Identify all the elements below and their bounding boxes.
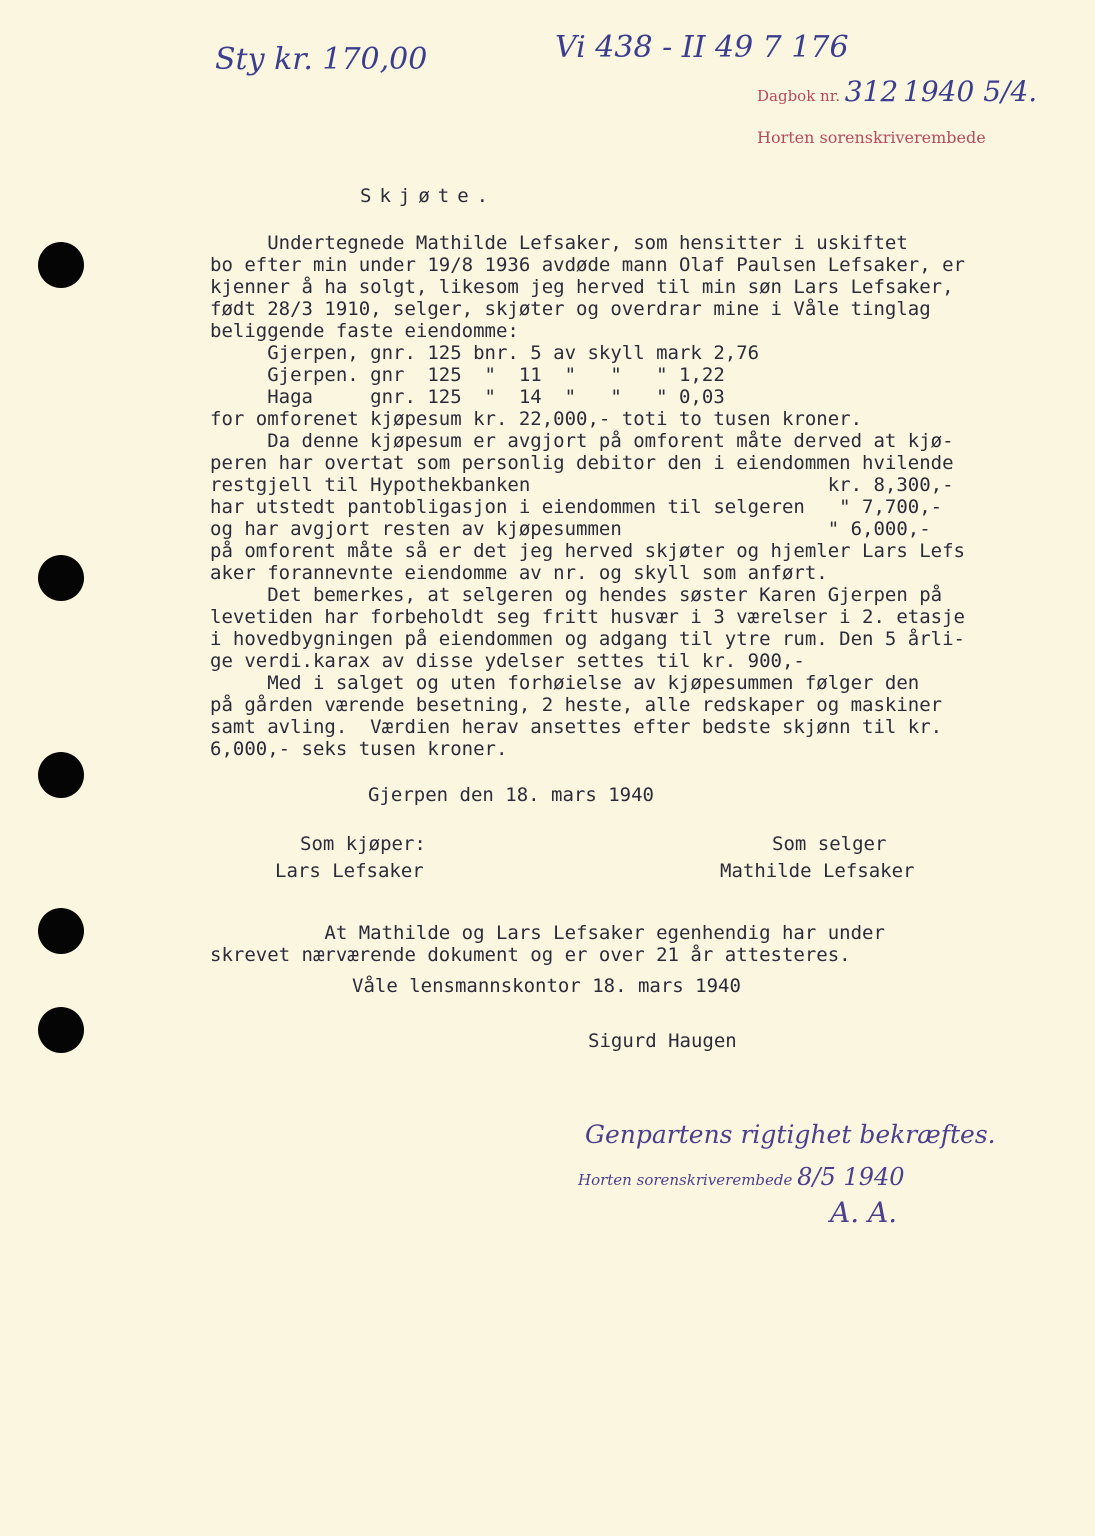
attestation	[210, 922, 885, 966]
attestation-place: Våle lensmannskontor 18. mars 1940	[352, 975, 741, 997]
punch-hole	[38, 908, 84, 954]
certification-office: Horten sorenskriverembede	[578, 1171, 793, 1189]
attestation-signer: Sigurd Haugen	[588, 1030, 737, 1052]
text-line: aker forannevnte eiendomme av nr. og skyll som anført.	[210, 562, 828, 584]
certification-line: Genpartens rigtighet bekræftes.	[585, 1120, 996, 1149]
text-line: på omforent måte så er det jeg herved skjøter og hjemler Lars Lefs	[210, 540, 965, 562]
dagbok-stamp	[757, 75, 1037, 108]
text-line: ge verdi.karax av disse ydelser settes til kr. 900,-	[210, 650, 805, 672]
text-line: Med i salget og uten forhøielse av kjøpesummen følger den	[210, 672, 920, 694]
text-line: kjenner å ha solgt, likesom jeg herved til min søn Lars Lefsaker,	[210, 276, 954, 298]
buyer-name: Lars Lefsaker	[275, 860, 424, 882]
certification-date: 8/5 1940	[797, 1163, 905, 1191]
dagbok-number: 312	[844, 75, 899, 108]
text-line: skrevet nærværende dokument og er over 21 år attesteres.	[210, 944, 851, 966]
dagbok-date: 1940 5/4.	[903, 75, 1038, 108]
text-line: 6,000,- seks tusen kroner.	[210, 738, 508, 760]
text-line: samt avling. Værdien herav ansettes efter bedste skjønn til kr.	[210, 716, 943, 738]
text-line: Det bemerkes, at selgeren og hendes søster Karen Gjerpen på	[210, 584, 943, 606]
text-line: Haga gnr. 125 " 14 " " " 0,03	[210, 386, 725, 408]
punch-hole	[38, 242, 84, 288]
text-line: At Mathilde og Lars Lefsaker egenhendig har under	[210, 922, 885, 944]
text-line: for omforenet kjøpesum kr. 22,000,- toti to tusen kroner.	[210, 408, 863, 430]
text-line: og har avgjort resten av kjøpesummen " 6,000,-	[210, 518, 931, 540]
certification-office-line	[578, 1163, 905, 1191]
seller-label: Som selger	[772, 833, 887, 855]
document-title: Skjøte.	[360, 185, 497, 207]
text-line: restgjell til Hypothekbanken kr. 8,300,-	[210, 474, 954, 496]
text-line: levetiden har forbeholdt seg fritt husvær i 3 værelser i 2. etasje	[210, 606, 965, 628]
text-line: født 28/3 1910, selger, skjøter og overdrar mine i Våle tinglag	[210, 298, 931, 320]
place-date: Gjerpen den 18. mars 1940	[368, 784, 654, 806]
punch-hole	[38, 752, 84, 798]
buyer-label: Som kjøper:	[300, 833, 426, 855]
fee-annotation: Sty kr. 170,00	[215, 42, 428, 77]
dagbok-prefix: Dagbok nr.	[757, 87, 841, 105]
seller-name: Mathilde Lefsaker	[720, 860, 915, 882]
punch-hole	[38, 1007, 84, 1053]
text-line: bo efter min under 19/8 1936 avdøde mann Olaf Paulsen Lefsaker, er	[210, 254, 965, 276]
text-line: Gjerpen. gnr 125 " 11 " " " 1,22	[210, 364, 725, 386]
text-line: Gjerpen, gnr. 125 bnr. 5 av skyll mark 2,76	[210, 342, 760, 364]
text-line: peren har overtat som personlig debitor den i eiendommen hvilende	[210, 452, 954, 474]
text-line: Da denne kjøpesum er avgjort på omforent måte derved at kjø-	[210, 430, 954, 452]
office-stamp: Horten sorenskriverembede	[757, 128, 986, 147]
reference-annotation: Vi 438 - II 49 7 176	[555, 30, 849, 65]
document-body	[210, 232, 1080, 760]
text-line: på gården værende besetning, 2 heste, alle redskaper og maskiner	[210, 694, 943, 716]
text-line: Undertegnede Mathilde Lefsaker, som hensitter i uskiftet	[210, 232, 908, 254]
text-line: beliggende faste eiendomme:	[210, 320, 519, 342]
punch-hole	[38, 555, 84, 601]
certification-initials: A. A.	[830, 1196, 898, 1229]
text-line: har utstedt pantobligasjon i eiendommen til selgeren " 7,700,-	[210, 496, 943, 518]
text-line: i hovedbygningen på eiendommen og adgang til ytre rum. Den 5 årli-	[210, 628, 965, 650]
